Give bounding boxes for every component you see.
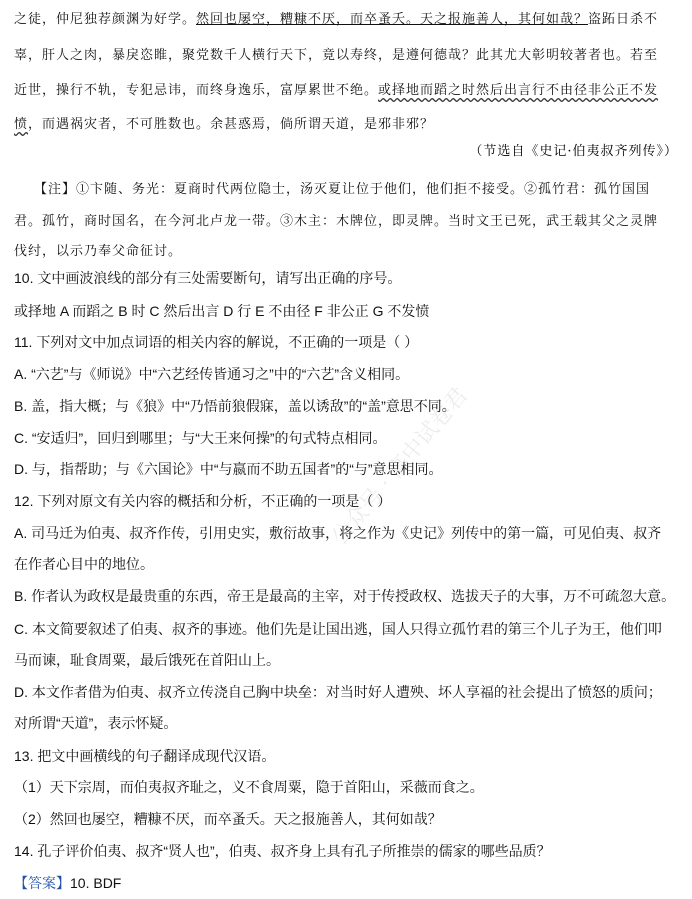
passage-line-2: 辜，肝人之肉，暴戾恣睢，聚党数千人横行天下，竟以寿终，是遵何德哉？此其尤大彰明较著者也。若至 xyxy=(14,48,659,63)
passage-text: 之徒，仲尼独荐颜渊为好学。 xyxy=(14,12,197,27)
question-13-item-1: （1）天下宗周，而伯夷叔齐耻之，义不食周粟，隐于首阳山，采薇而食之。 xyxy=(14,779,484,795)
passage-line-1 xyxy=(14,8,658,27)
question-11-option-d: D. 与，指帮助；与《六国论》中“与嬴而不助五国者”的“与”意思相同。 xyxy=(14,461,443,477)
question-10: 10. 文中画波浪线的部分有三处需要断句，请写出正确的序号。 xyxy=(14,270,402,286)
question-12-option-b: B. 作者认为政权是最贵重的东西，帝王是最高的主宰，对于传授政权、选拔天子的大事，万不可疏忽大意。 xyxy=(14,588,676,604)
underlined-sentence: 然回也屡空，糟糠不厌，而卒蚤夭。天之报施善人，其何如哉？ xyxy=(196,12,589,27)
watermark: 公众号 · 高中试卷君 xyxy=(327,383,473,551)
question-12-option-d-line-2: 对所谓“天道”，表示怀疑。 xyxy=(14,715,178,731)
answer-label: 【答案】 xyxy=(14,875,70,891)
wavy-underlined-text: 愤 xyxy=(14,117,29,132)
question-13: 13. 把文中画横线的句子翻译成现代汉语。 xyxy=(14,748,276,764)
question-11: 11. 下列对文中加点词语的相关内容的解说，不正确的一项是（ ） xyxy=(14,334,419,350)
passage-line-4 xyxy=(14,113,434,132)
passage-text: 盗跖日杀不 xyxy=(588,12,659,27)
question-12-option-a-line-2: 在作者心目中的地位。 xyxy=(14,556,154,572)
question-12-option-c-line-2: 马而谏，耻食周粟，最后饿死在首阳山上。 xyxy=(14,652,280,668)
wavy-underlined-text: 或择地而蹈之时然后出言行不由径非公正不发 xyxy=(378,83,659,98)
question-13-item-2: （2）然回也屡空，糟糠不厌，而卒蚤夭。天之报施善人，其何如哉？ xyxy=(14,811,442,827)
question-11-option-b: B. 盖，指大概；与《狼》中“乃悟前狼假寐，盖以诱敌”的“盖”意思不同。 xyxy=(14,398,456,414)
notes-line-3: 伐纣，以示乃奉父命征讨。 xyxy=(14,244,183,259)
question-12-option-d-line-1: D. 本文作者借为伯夷、叔齐立传浇自己胸中块垒：对当时好人遭殃、坏人享福的社会提出了愤怒的质问； xyxy=(14,684,662,700)
notes-line-1: 【注】①卞随、务光：夏商时代两位隐士，汤灭夏让位于他们，他们拒不接受。②孤竹君：孤竹国国 xyxy=(34,182,651,197)
question-11-option-a: A. “六艺”与《师说》中“六艺经传皆通习之”中的“六艺”含义相同。 xyxy=(14,366,410,382)
passage-text: 近世，操行不轨，专犯忌讳，而终身逸乐，富厚累世不绝。 xyxy=(14,83,379,98)
answer-text: 10. BDF xyxy=(70,875,122,891)
question-11-option-c: C. “安适归”，回归到哪里；与“大王来何操”的句式特点相同。 xyxy=(14,430,387,446)
passage-source: （节选自《史记·伯夷叔齐列传》） xyxy=(469,144,678,159)
question-12-option-c-line-1: C. 本文简要叙述了伯夷、叔齐的事迹。他们先是让国出逃，国人只得立孤竹君的第三个儿子为王，他们叩 xyxy=(14,621,662,637)
passage-text: ，而遇祸灾者，不可胜数也。余甚惑焉，倘所谓天道，是邪非邪？ xyxy=(28,117,435,132)
question-12-option-a-line-1: A. 司马迁为伯夷、叔齐作传，引用史实，敷衍故事，将之作为《史记》列传中的第一篇，可见伯夷、叔齐 xyxy=(14,525,662,541)
notes-line-2: 君。孤竹，商时国名，在今河北卢龙一带。③木主：木牌位，即灵牌。当时文王已死，武王载其父之灵牌 xyxy=(14,214,659,229)
question-12: 12. 下列对原文有关内容的概括和分析，不正确的一项是（ ） xyxy=(14,493,392,509)
question-10-text: 或择地 A 而蹈之 B 时 C 然后出言 D 行 E 不由径 F 非公正 G 不发愤 xyxy=(14,303,430,319)
passage-line-3 xyxy=(14,79,658,98)
answer-line xyxy=(14,873,121,893)
question-14: 14. 孔子评价伯夷、叔齐“贤人也”，伯夷、叔齐身上具有孔子所推崇的儒家的哪些品质？ xyxy=(14,843,551,859)
